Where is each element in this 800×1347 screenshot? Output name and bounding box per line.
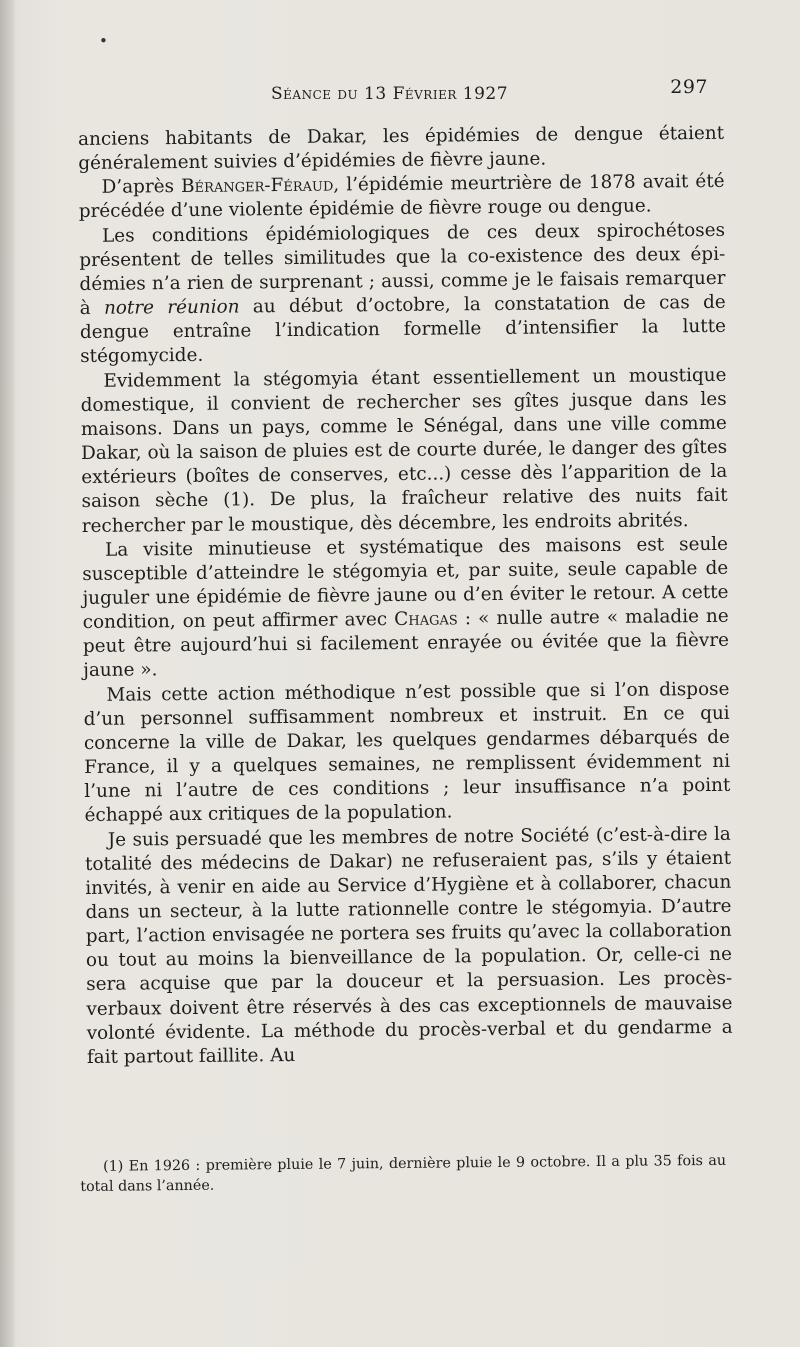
paragraph-6: Mais cette action méthodique n’est possible que si l’on dispose d’un personnel suffisamment nombreux et instruit. En ce qui concerne la ville de Dakar, les quelques gendarmes débarqués de France, il y a quelques semaines, ne remplissent évidemment ni l’une ni l’autre de ces conditions ; leur insuffisance n’a point échappé aux critiques de la population. bbox=[83, 678, 731, 827]
footnote-text: (1) En 1926 : première pluie le 7 juin, dernière pluie le 9 octobre. Il a plu 35 fois au total dans l’année. bbox=[80, 1152, 727, 1195]
footnote bbox=[80, 1151, 726, 1197]
p5-text-end: : « nulle autre « maladie ne peut être aujourd’hui si facilement enrayée ou évitée que la fièvre jaune ». bbox=[82, 605, 730, 682]
p3-text-end: au début d’octobre, la constatation de cas de dengue entraîne l’indication formelle d’intensifier la lutte stégomycide. bbox=[79, 291, 727, 368]
paragraph-1: anciens habitants de Dakar, les épidémies de dengue étaient généralement suivies d’épidémies de fièvre jaune. bbox=[78, 122, 725, 175]
paragraph-2 bbox=[78, 170, 724, 225]
p2-text-start: D’après bbox=[101, 176, 182, 199]
p2-text-end: , l’épidémie meurtrière de 1878 avait été précédée d’une violente épidémie de fièvre rouge ou dengue. bbox=[78, 171, 725, 223]
author-name-beranger-feraud: Béranger-Féraud bbox=[180, 174, 334, 198]
italic-notre-reunion: notre réunion bbox=[103, 296, 240, 319]
paragraph-3 bbox=[79, 218, 726, 369]
p5-text-start: La visite minutieuse et systématique des maisons est seule susceptible d’atteindre le stégomyia et, par suite, seule capable de juguler une épidémie de fièvre jaune ou d’en éviter le retour. A cette condition, on peut affirmer avec bbox=[82, 533, 729, 634]
paragraph-4: Evidemment la stégomyia étant essentiellement un moustique domestique, il convient de rechercher ses gîtes jusque dans les maisons. Dans un pays, comme le Sénégal, dans une ville comme Dakar, où la saison de pluies est de courte durée, le danger des gîtes extérieurs (boîtes de conserves, etc...) cesse dès l’apparition de la saison sèche (1). De plus, la fraîcheur relative des nuits fait rechercher par le moustique, dès décembre, les endroits abrités. bbox=[80, 364, 728, 537]
body-text bbox=[78, 122, 733, 1070]
running-header bbox=[78, 76, 718, 106]
paragraph-5 bbox=[82, 532, 729, 683]
running-title: Séance du 13 Février 1927 bbox=[271, 84, 509, 104]
page-gutter-shadow bbox=[0, 0, 14, 1347]
page-number: 297 bbox=[670, 76, 708, 98]
p3-text-start: Les conditions épidémiologiques de ces deux spirochétoses présentent de telles similitudes que la co-existence des deux épidémies n’a rien de surprenant ; aussi, comme je le faisais remarquer à bbox=[79, 219, 726, 320]
paragraph-7: Je suis persuadé que les membres de notre Société (c’est-à-dire la totalité des médecins de Dakar) ne refuseraient pas, s’ils y étaient invités, à venir en aide au Service d’Hygiène et à collaborer, chacun dans un secteur, à la lutte rationnelle contre le stégomyia. D’autre part, l’action envisagée ne portera ses fruits qu’avec la collaboration ou tout au moins la bienveillance de la population. Or, celle-ci ne sera acquise que par la douceur et la persuasion. Les procès-verbaux doivent être réservés à des cas exceptionnels de mauvaise volonté évidente. La méthode du procès-verbal et du gendarme a fait partout faillite. Au bbox=[84, 823, 733, 1068]
author-name-chagas: Chagas bbox=[394, 608, 458, 631]
stray-mark: • bbox=[99, 32, 108, 50]
